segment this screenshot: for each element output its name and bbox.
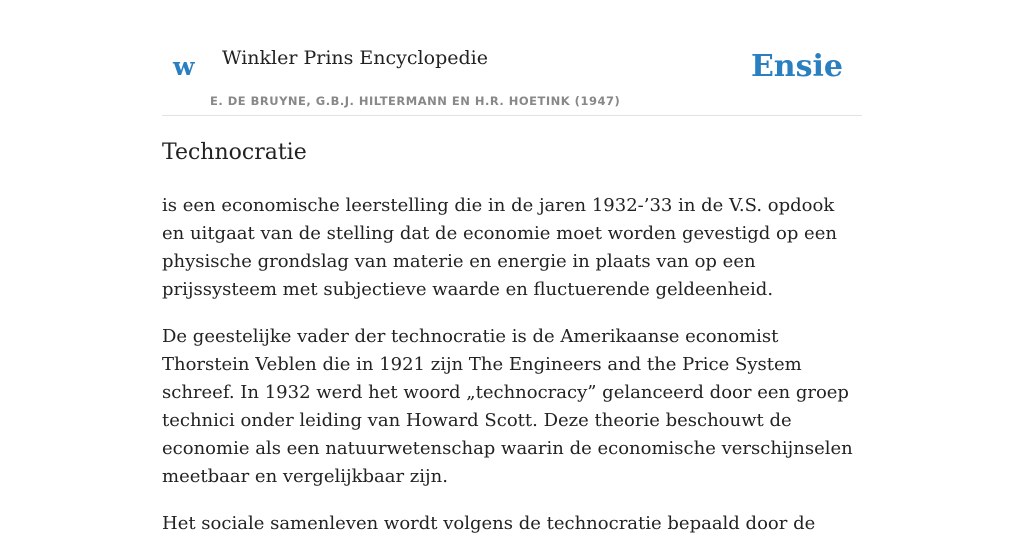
- page-container: [162, 0, 862, 534]
- site-header: [162, 0, 862, 116]
- entry-paragraph: De geestelijke vader der technocratie is de Amerikaanse economist Thorstein Veblen die in 1921 zijn The Engineers and the Price System schreef. In 1932 werd het woord „technocracy” gelanceerd door een groep technici onder leiding van Howard Scott. Deze theorie beschouwt de economie als een natuurwetenschap waarin de economische verschijnselen meetbaar en vergelijkbaar zijn.: [162, 326, 853, 487]
- winkler-prins-logo[interactable]: w: [173, 52, 195, 81]
- entry-title: Technocratie: [162, 140, 307, 165]
- book-title[interactable]: Winkler Prins Encyclopedie: [222, 47, 488, 69]
- ensie-logo[interactable]: Ensie: [750, 49, 843, 84]
- book-authors: E. DE BRUYNE, G.B.J. HILTERMANN EN H.R. HOETINK (1947): [210, 94, 621, 108]
- entry-paragraph: Het sociale samenleven wordt volgens de technocratie bepaald door de: [162, 513, 816, 534]
- entry-paragraph: is een economische leerstelling die in de jaren 1932-’33 in de V.S. opdook en uitgaat van de stelling dat de economie moet worden gevestigd op een physische grondslag van materie en energie in plaats van op een prijssysteem met subjectieve waarde en fluctuerende geldeenheid.: [162, 195, 837, 300]
- entry-body: [162, 192, 862, 557]
